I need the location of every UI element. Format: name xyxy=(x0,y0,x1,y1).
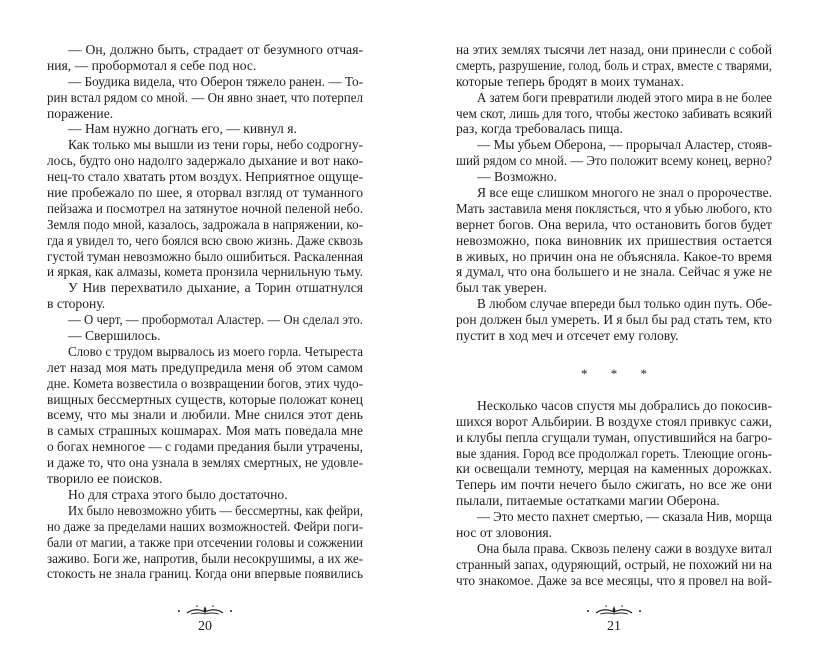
text-line xyxy=(456,42,772,58)
text-line-content: рин встал рядом со мной. — Он явно знает, что потерпел xyxy=(47,89,363,105)
paragraph xyxy=(456,541,772,589)
text-line-content: Их было невозможно убить — бессмертны, как фейри, xyxy=(68,502,363,518)
text-line-content: Слово с трудом вырвалось из моего горла. Четыреста xyxy=(68,343,363,359)
text-line xyxy=(456,525,772,541)
text-line-content: которые теперь бродят в моих туманах. xyxy=(456,73,684,89)
text-line-content: и яркая, как алмазы, комета пронзила чернильную тьму. xyxy=(47,264,363,280)
paragraph xyxy=(47,344,363,487)
text-line-content: — Боудика видела, что Оберон тяжело ранен. — То- xyxy=(68,73,363,89)
paragraph xyxy=(47,137,363,280)
text-line-content: А затем боги превратили людей этого мира в не более xyxy=(477,89,772,105)
ornament-flourish-icon xyxy=(175,603,235,617)
text-line xyxy=(47,344,363,360)
text-line xyxy=(47,58,363,74)
text-line xyxy=(47,185,363,201)
text-line-content: нос от зловония. xyxy=(456,524,553,540)
left-page-text xyxy=(47,42,363,582)
text-line-content: рон должен был умереть. И я был бы рад стать тем, кто xyxy=(456,312,772,328)
text-line-content: всему, что мы знали и любили. Мне снился этот день xyxy=(47,407,363,423)
text-line xyxy=(47,90,363,106)
paragraph xyxy=(456,185,772,296)
text-line xyxy=(47,106,363,122)
text-line-content: бали от магии, а также при отсечении головы и сожжении xyxy=(47,534,363,550)
text-line xyxy=(456,90,772,106)
text-line-content: У Нив перехватило дыхание, а Торин отшатнулся xyxy=(68,280,363,296)
text-line-content: раз, когда требовалась пища. xyxy=(456,121,623,137)
paragraph xyxy=(47,487,363,503)
text-line xyxy=(47,280,363,296)
text-line xyxy=(456,185,772,201)
text-line xyxy=(47,439,363,455)
text-line xyxy=(456,328,772,344)
text-line-content: — Мы убьем Оберона, — прорычал Аластер, стояв- xyxy=(477,137,772,153)
page-number: 21 xyxy=(607,619,621,634)
text-line-content: — О черт, — пробормотал Аластер. — Он сделал это. xyxy=(68,312,363,328)
paragraph xyxy=(47,280,363,312)
text-line xyxy=(47,42,363,58)
text-line xyxy=(456,557,772,573)
text-line xyxy=(47,264,363,280)
right-page-text xyxy=(456,42,772,589)
text-line xyxy=(47,535,363,551)
right-page-footer xyxy=(456,603,772,635)
text-line-content: вернет богов. Она верила, что остановить богов будет xyxy=(456,216,772,232)
text-line xyxy=(47,423,363,439)
text-line-content: в сторону. xyxy=(47,296,106,312)
paragraph xyxy=(47,74,363,122)
text-line-content: лет назад моя мать предупредила меня об этом самом xyxy=(47,359,363,375)
text-line xyxy=(456,201,772,217)
text-line xyxy=(456,249,772,265)
text-line xyxy=(47,487,363,503)
text-line xyxy=(456,509,772,525)
text-line xyxy=(47,471,363,487)
text-line-content: гда я увидел то, чего боялся всю свою жизнь. Даже сквозь xyxy=(47,232,363,248)
text-line xyxy=(456,264,772,280)
text-line-content: стокость не знала границ. Когда они впервые появились xyxy=(47,566,363,582)
text-line xyxy=(47,153,363,169)
text-line xyxy=(456,296,772,312)
text-line-content: что знакомое. Даже за все месяцы, что я провел на вой- xyxy=(456,572,772,588)
text-line xyxy=(47,249,363,265)
text-line xyxy=(47,217,363,233)
text-line-content: дне. Комета возвестила о возвращении богов, этих чудо- xyxy=(47,375,363,391)
text-line-content: нец-то стало хватать ртом воздух. Неприятное ощуще- xyxy=(47,169,363,185)
text-line xyxy=(456,430,772,446)
text-line xyxy=(456,312,772,328)
paragraph xyxy=(47,312,363,328)
text-line-content: ния, — пробормотал я себе под нос. xyxy=(47,57,257,73)
text-line xyxy=(456,169,772,185)
text-line xyxy=(456,58,772,74)
text-line-content: вищных бессмертных существ, которые положат конец xyxy=(47,391,363,407)
paragraph xyxy=(456,169,772,185)
text-line-content: В любом случае впереди был только один путь. Обе- xyxy=(477,296,772,312)
text-line-content: Но для страха этого было достаточно. xyxy=(68,486,288,502)
paragraph xyxy=(456,42,772,90)
text-line-content: ший рядом со мной. — Это положит всему конец, верно? xyxy=(456,153,772,169)
text-line-content: невозможно, пока виновник их пришествия остается xyxy=(456,232,772,248)
text-line xyxy=(456,477,772,493)
paragraph xyxy=(456,296,772,344)
text-line-content: Несколько часов спустя мы добрались до покосив- xyxy=(477,397,772,413)
paragraph xyxy=(456,509,772,541)
text-line xyxy=(456,74,772,90)
text-line-content: Она была права. Сквозь пелену сажи в воздухе витал xyxy=(477,540,772,556)
text-line-content: густой туман невозможно было ошибиться. Раскаленная xyxy=(47,248,363,264)
text-line xyxy=(456,121,772,137)
text-line-content: я думал, что она большего и не знала. Сейчас я уже не xyxy=(456,264,772,280)
text-line-content: на этих землях тысячи лет назад, они принесли с собой xyxy=(456,42,772,57)
text-line-content: творило ее поисков. xyxy=(47,471,163,487)
text-line-content: Мать заставила меня поклясться, что я убью любого, кто xyxy=(456,200,772,216)
text-line-content: Как только мы вышли из тени горы, небо содрогну- xyxy=(68,137,363,153)
text-line xyxy=(47,407,363,423)
text-line-content: но даже за пределами наших возможностей. Фейри поги- xyxy=(47,518,363,534)
text-line-content: — Свершилось. xyxy=(68,328,161,344)
text-line xyxy=(47,455,363,471)
text-line-content: смерть, разрушение, голод, боль и страх, вместе с тварями, xyxy=(456,57,772,73)
text-line xyxy=(456,398,772,414)
text-line-content: шихся ворот Альбирии. В воздухе стоял привкус сажи, xyxy=(456,413,772,429)
text-line-content: вые здания. Город все продолжал гореть. Тлеющие огонь- xyxy=(456,445,772,461)
text-line xyxy=(47,137,363,153)
text-line xyxy=(456,461,772,477)
text-line xyxy=(456,153,772,169)
text-line xyxy=(47,566,363,582)
paragraph xyxy=(456,398,772,509)
text-line xyxy=(456,446,772,462)
text-line xyxy=(47,312,363,328)
text-line-content: в самых страшных кошмарах. Моя мать поведала мне xyxy=(47,423,363,439)
text-line xyxy=(47,169,363,185)
paragraph xyxy=(47,328,363,344)
text-line-content: о богах немногое — с годами предания были утрачены, xyxy=(47,439,363,455)
page-number: 20 xyxy=(198,619,212,634)
text-line xyxy=(47,551,363,567)
text-line-content: — Он, должно быть, страдает от безумного отчая- xyxy=(68,42,363,57)
text-line xyxy=(456,414,772,430)
right-page-section-2 xyxy=(456,398,772,589)
text-line xyxy=(47,503,363,519)
section-separator: * * * xyxy=(581,365,657,381)
text-line-content: заживо. Боги же, напротив, были несокрушимы, а их же- xyxy=(47,550,363,566)
text-line xyxy=(47,121,363,137)
text-line xyxy=(47,360,363,376)
ornament-flourish-icon xyxy=(584,603,644,617)
text-line xyxy=(47,392,363,408)
text-line-content: поражение. xyxy=(47,105,114,121)
paragraph xyxy=(456,90,772,138)
text-line xyxy=(47,519,363,535)
text-line-content: пейзажа и посмотрел на затянутое ночной пеленой небо. xyxy=(47,200,363,216)
text-line-content: — Это место пахнет смертью, — сказала Нив, морща xyxy=(477,509,772,525)
text-line-content: ки освещали темноту, мерцая на каменных дорожках. xyxy=(456,461,772,477)
text-line xyxy=(456,233,772,249)
text-line-content: и даже то, что она узнала в землях смертных, не удовле- xyxy=(47,455,363,471)
text-line xyxy=(47,296,363,312)
text-line-content: был так уверен. xyxy=(456,280,548,296)
text-line-content: Я все еще слишком многого не знал о пророчестве. xyxy=(477,185,772,201)
text-line-content: Теперь им почти нечего было сжигать, но все же они xyxy=(456,477,772,493)
text-line-content: и клубы пепла сгущали туман, опустившийся на багро- xyxy=(456,429,772,445)
paragraph xyxy=(47,121,363,137)
text-line-content: — Возможно. xyxy=(477,169,557,185)
text-line-content: Земля подо мной, казалось, задрожала в напряжении, ко- xyxy=(47,216,363,232)
text-line xyxy=(456,106,772,122)
text-line xyxy=(47,233,363,249)
text-line xyxy=(47,328,363,344)
text-line xyxy=(456,280,772,296)
text-line xyxy=(456,573,772,589)
text-line-content: лось, будто оно надолго задержало дыхание и вот нако- xyxy=(47,153,363,169)
text-line xyxy=(47,201,363,217)
text-line-content: в живых, но причин она не объясняла. Какое-то время xyxy=(456,248,772,264)
paragraph xyxy=(47,42,363,74)
text-line-content: чем скот, лишь для того, чтобы жестоко забивать всякий xyxy=(456,105,772,121)
text-line xyxy=(456,137,772,153)
text-line-content: пылали, питаемые остатками магии Оберона. xyxy=(456,493,720,509)
text-line xyxy=(456,541,772,557)
text-line-content: — Нам нужно догнать его, — кивнул я. xyxy=(68,121,297,137)
right-page-section-1 xyxy=(456,42,772,344)
left-page-footer xyxy=(47,603,363,635)
text-line xyxy=(456,217,772,233)
paragraph xyxy=(456,137,772,169)
paragraph xyxy=(47,503,363,582)
text-line-content: ние пробежало по шее, я оторвал взгляд от туманного xyxy=(47,185,363,201)
text-line xyxy=(47,74,363,90)
text-line xyxy=(47,376,363,392)
text-line-content: странный запах, одуряющий, острый, не похожий ни на xyxy=(456,556,772,572)
text-line xyxy=(456,493,772,509)
text-line-content: пустит в ход меч и отсечет ему голову. xyxy=(456,328,679,344)
